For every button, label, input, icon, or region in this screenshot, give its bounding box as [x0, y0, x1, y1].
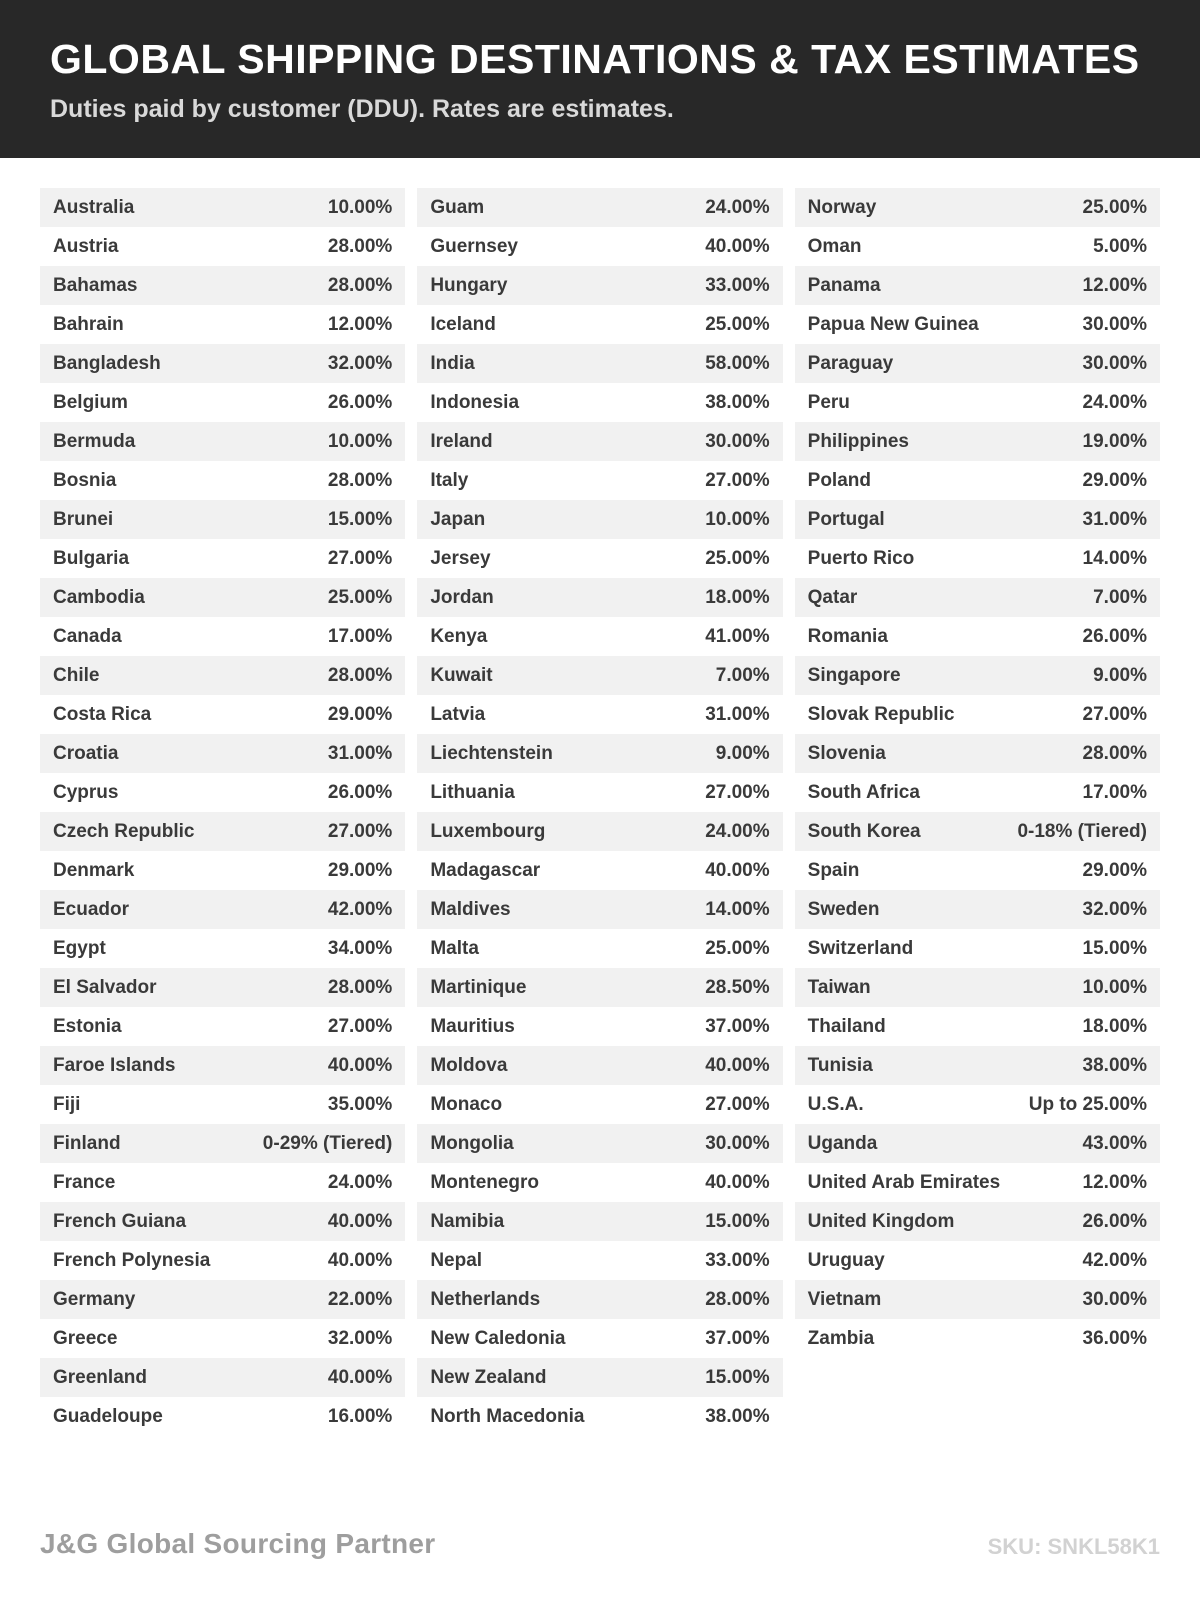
country-label: Faroe Islands — [53, 1054, 176, 1076]
table-row — [417, 461, 782, 500]
rate-value: 25.00% — [1082, 196, 1147, 218]
country-label: Ecuador — [53, 898, 130, 920]
country-label: Japan — [430, 508, 486, 530]
table-row — [417, 578, 782, 617]
table-row — [795, 461, 1160, 500]
country-label: Estonia — [53, 1015, 122, 1037]
table-row — [417, 656, 782, 695]
country-label: Croatia — [53, 742, 119, 764]
rate-value: 33.00% — [705, 274, 770, 296]
table-row — [795, 344, 1160, 383]
table-row — [417, 617, 782, 656]
country-label: New Caledonia — [430, 1327, 566, 1349]
country-label: Ireland — [430, 430, 493, 452]
rate-value: Up to 25.00% — [1028, 1093, 1147, 1115]
table-row — [795, 500, 1160, 539]
table-row — [795, 695, 1160, 734]
table-row — [795, 968, 1160, 1007]
table-row — [40, 1397, 405, 1436]
rate-value: 27.00% — [327, 820, 393, 842]
rate-value: 24.00% — [705, 820, 770, 842]
country-label: Denmark — [53, 859, 135, 881]
rate-column — [795, 188, 1160, 1358]
country-label: France — [53, 1171, 116, 1193]
rate-value: 40.00% — [705, 859, 770, 881]
rate-value: 28.50% — [705, 976, 770, 998]
table-row — [417, 1319, 782, 1358]
table-row — [417, 1085, 782, 1124]
rate-value: 30.00% — [705, 1132, 770, 1154]
country-label: Philippines — [807, 430, 910, 452]
table-row — [795, 1046, 1160, 1085]
rate-value: 36.00% — [1082, 1327, 1147, 1349]
rate-value: 14.00% — [705, 898, 770, 920]
table-row — [795, 539, 1160, 578]
table-row — [417, 929, 782, 968]
country-label: Moldova — [430, 1054, 508, 1076]
country-label: Kenya — [430, 625, 488, 647]
rate-value: 32.00% — [1082, 898, 1147, 920]
table-row — [40, 188, 405, 227]
footer — [0, 1528, 1200, 1600]
table-row — [40, 1319, 405, 1358]
rate-value: 31.00% — [327, 742, 393, 764]
rate-value: 22.00% — [327, 1288, 393, 1310]
table-row — [795, 1280, 1160, 1319]
rate-value: 28.00% — [327, 976, 393, 998]
table-row — [795, 929, 1160, 968]
table-row — [417, 1046, 782, 1085]
country-label: Bermuda — [53, 430, 136, 452]
country-label: Egypt — [53, 937, 106, 959]
country-label: Greenland — [53, 1366, 147, 1388]
table-row — [40, 227, 405, 266]
country-label: Malta — [430, 937, 479, 959]
table-row — [417, 773, 782, 812]
country-label: Guam — [430, 196, 485, 218]
country-label: El Salvador — [53, 976, 157, 998]
country-label: French Polynesia — [53, 1249, 211, 1271]
rate-value: 25.00% — [705, 937, 770, 959]
table-row — [40, 656, 405, 695]
rate-value: 37.00% — [705, 1015, 770, 1037]
rate-value: 40.00% — [705, 235, 770, 257]
table-row — [40, 1202, 405, 1241]
table-row — [417, 1163, 782, 1202]
rate-value: 15.00% — [705, 1366, 770, 1388]
rate-value: 42.00% — [1082, 1249, 1147, 1271]
rate-value: 38.00% — [705, 1405, 770, 1427]
table-row — [795, 1163, 1160, 1202]
table-row — [40, 344, 405, 383]
rate-value: 5.00% — [1093, 235, 1147, 257]
rate-value: 10.00% — [1082, 976, 1147, 998]
country-label: U.S.A. — [807, 1093, 864, 1115]
table-row — [40, 734, 405, 773]
rate-value: 30.00% — [1082, 1288, 1147, 1310]
rate-value: 25.00% — [327, 586, 393, 608]
table-row — [795, 1241, 1160, 1280]
rate-value: 40.00% — [327, 1054, 393, 1076]
rate-value: 7.00% — [1093, 586, 1147, 608]
table-row — [417, 188, 782, 227]
table-row — [40, 890, 405, 929]
table-row — [417, 890, 782, 929]
country-label: Oman — [807, 235, 862, 257]
rate-value: 30.00% — [1082, 352, 1147, 374]
table-row — [795, 1319, 1160, 1358]
rate-value: 40.00% — [327, 1210, 393, 1232]
table-row — [40, 968, 405, 1007]
rate-value: 10.00% — [327, 430, 393, 452]
rate-value: 37.00% — [705, 1327, 770, 1349]
table-row — [417, 266, 782, 305]
table-row — [417, 539, 782, 578]
country-label: Tunisia — [807, 1054, 873, 1076]
table-row — [795, 656, 1160, 695]
rate-value: 15.00% — [327, 508, 393, 530]
country-label: Maldives — [430, 898, 511, 920]
rate-value: 43.00% — [1082, 1132, 1147, 1154]
rate-value: 26.00% — [1082, 1210, 1147, 1232]
country-label: Paraguay — [807, 352, 894, 374]
rate-value: 58.00% — [705, 352, 770, 374]
rate-value: 9.00% — [1093, 664, 1147, 686]
rate-value: 38.00% — [705, 391, 770, 413]
country-label: Austria — [53, 235, 119, 257]
country-label: Bosnia — [53, 469, 117, 491]
country-label: Puerto Rico — [807, 547, 915, 569]
rate-value: 34.00% — [327, 937, 393, 959]
rate-value: 29.00% — [1082, 469, 1147, 491]
rate-value: 31.00% — [705, 703, 770, 725]
page-title: GLOBAL SHIPPING DESTINATIONS & TAX ESTIMATES — [50, 36, 1140, 82]
country-label: Greece — [53, 1327, 118, 1349]
rate-value: 31.00% — [1082, 508, 1147, 530]
country-label: Madagascar — [430, 859, 541, 881]
table-row — [40, 539, 405, 578]
rate-value: 28.00% — [327, 235, 393, 257]
rate-value: 15.00% — [705, 1210, 770, 1232]
table-row — [795, 1124, 1160, 1163]
table-row — [40, 812, 405, 851]
country-label: Cyprus — [53, 781, 119, 803]
rate-value: 32.00% — [327, 1327, 393, 1349]
country-label: Slovak Republic — [807, 703, 955, 725]
table-row — [795, 890, 1160, 929]
country-label: Jordan — [430, 586, 494, 608]
country-label: Latvia — [430, 703, 486, 725]
rate-value: 29.00% — [327, 859, 393, 881]
country-label: Slovenia — [807, 742, 886, 764]
table-row — [40, 695, 405, 734]
country-label: Thailand — [807, 1015, 886, 1037]
country-label: Poland — [807, 469, 871, 491]
table-row — [40, 929, 405, 968]
rate-value: 28.00% — [327, 469, 393, 491]
country-label: Guadeloupe — [53, 1405, 163, 1427]
table-row — [417, 1280, 782, 1319]
table-row — [795, 1007, 1160, 1046]
rate-value: 26.00% — [327, 391, 393, 413]
table-row — [417, 695, 782, 734]
rate-value: 19.00% — [1082, 430, 1147, 452]
country-label: North Macedonia — [430, 1405, 585, 1427]
brand-name: J&G Global Sourcing Partner — [40, 1528, 436, 1559]
rate-value: 14.00% — [1082, 547, 1147, 569]
country-label: Portugal — [807, 508, 885, 530]
country-label: Mongolia — [430, 1132, 514, 1154]
country-label: Brunei — [53, 508, 114, 530]
country-label: Namibia — [430, 1210, 505, 1232]
rate-value: 0-18% (Tiered) — [1017, 820, 1147, 842]
country-label: Spain — [807, 859, 860, 881]
rate-value: 27.00% — [327, 1015, 393, 1037]
table-row — [795, 383, 1160, 422]
rate-value: 9.00% — [715, 742, 770, 764]
country-label: United Kingdom — [807, 1210, 955, 1232]
table-row — [417, 227, 782, 266]
country-label: Mauritius — [430, 1015, 515, 1037]
rate-value: 38.00% — [1082, 1054, 1147, 1076]
rate-value: 40.00% — [705, 1171, 770, 1193]
rate-value: 26.00% — [327, 781, 393, 803]
country-label: Papua New Guinea — [807, 313, 979, 335]
country-label: Iceland — [430, 313, 496, 335]
country-label: Guernsey — [430, 235, 518, 257]
rate-value: 25.00% — [705, 547, 770, 569]
table-row — [417, 422, 782, 461]
country-label: Sweden — [807, 898, 880, 920]
rate-value: 33.00% — [705, 1249, 770, 1271]
rate-value: 30.00% — [1082, 313, 1147, 335]
rate-value: 29.00% — [327, 703, 393, 725]
rate-value: 40.00% — [705, 1054, 770, 1076]
table-row — [40, 422, 405, 461]
country-label: Romania — [807, 625, 888, 647]
table-row — [40, 461, 405, 500]
country-label: Bulgaria — [53, 547, 130, 569]
country-label: Monaco — [430, 1093, 503, 1115]
rate-value: 12.00% — [327, 313, 393, 335]
table-row — [417, 383, 782, 422]
rate-value: 40.00% — [327, 1249, 393, 1271]
country-label: Montenegro — [430, 1171, 540, 1193]
rate-value: 10.00% — [705, 508, 770, 530]
table-row — [417, 1241, 782, 1280]
country-label: Taiwan — [807, 976, 871, 998]
country-label: Netherlands — [430, 1288, 541, 1310]
country-label: Bangladesh — [53, 352, 161, 374]
country-label: Singapore — [807, 664, 901, 686]
page-subtitle: Duties paid by customer (DDU). Rates are estimates. — [50, 95, 674, 123]
rate-value: 27.00% — [705, 469, 770, 491]
country-label: Indonesia — [430, 391, 520, 413]
country-label: Chile — [53, 664, 100, 686]
country-label: Vietnam — [807, 1288, 882, 1310]
table-row — [40, 1007, 405, 1046]
rate-value: 17.00% — [327, 625, 393, 647]
table-row — [417, 500, 782, 539]
rate-value: 10.00% — [327, 196, 393, 218]
table-row — [795, 851, 1160, 890]
rate-value: 24.00% — [1082, 391, 1147, 413]
country-label: Canada — [53, 625, 122, 647]
rate-value: 32.00% — [327, 352, 393, 374]
rate-value: 17.00% — [1082, 781, 1147, 803]
table-row — [40, 1163, 405, 1202]
rate-value: 42.00% — [327, 898, 393, 920]
rate-value: 12.00% — [1082, 274, 1147, 296]
table-row — [795, 578, 1160, 617]
country-label: Jersey — [430, 547, 491, 569]
table-row — [40, 773, 405, 812]
rate-value: 28.00% — [705, 1288, 770, 1310]
country-label: Panama — [807, 274, 881, 296]
rate-value: 24.00% — [327, 1171, 393, 1193]
country-label: Switzerland — [807, 937, 914, 959]
table-row — [795, 773, 1160, 812]
rate-value: 40.00% — [327, 1366, 393, 1388]
table-row — [40, 1046, 405, 1085]
table-row — [40, 1241, 405, 1280]
country-label: India — [430, 352, 475, 374]
rate-value: 27.00% — [1082, 703, 1147, 725]
table-row — [795, 1085, 1160, 1124]
table-row — [40, 851, 405, 890]
rate-value: 27.00% — [705, 781, 770, 803]
rate-value: 26.00% — [1082, 625, 1147, 647]
header-banner — [0, 0, 1200, 158]
table-row — [40, 1124, 405, 1163]
table-row — [417, 344, 782, 383]
country-label: South Africa — [807, 781, 920, 803]
country-label: Germany — [53, 1288, 136, 1310]
table-row — [40, 1085, 405, 1124]
country-label: Martinique — [430, 976, 527, 998]
table-row — [40, 1280, 405, 1319]
country-label: Peru — [807, 391, 850, 413]
rate-value: 27.00% — [327, 547, 393, 569]
rate-value: 16.00% — [327, 1405, 393, 1427]
country-label: Kuwait — [430, 664, 493, 686]
rate-value: 18.00% — [1082, 1015, 1147, 1037]
rate-value: 25.00% — [705, 313, 770, 335]
country-label: Fiji — [53, 1093, 81, 1115]
table-row — [795, 305, 1160, 344]
table-row — [417, 968, 782, 1007]
country-label: Belgium — [53, 391, 128, 413]
table-row — [795, 617, 1160, 656]
rate-column — [417, 188, 782, 1436]
table-row — [417, 812, 782, 851]
country-label: Lithuania — [430, 781, 515, 803]
sku-label: SKU: SNKL58K1 — [987, 1534, 1160, 1559]
rate-value: 27.00% — [705, 1093, 770, 1115]
rate-column — [40, 188, 405, 1436]
rate-value: 12.00% — [1082, 1171, 1147, 1193]
table-row — [417, 1007, 782, 1046]
table-row — [417, 1358, 782, 1397]
rate-table — [0, 158, 1200, 1436]
table-row — [40, 1358, 405, 1397]
country-label: South Korea — [807, 820, 921, 842]
country-label: New Zealand — [430, 1366, 547, 1388]
country-label: Zambia — [807, 1327, 875, 1349]
country-label: Bahrain — [53, 313, 124, 335]
table-row — [40, 266, 405, 305]
country-label: Bahamas — [53, 274, 138, 296]
rate-value: 29.00% — [1082, 859, 1147, 881]
table-row — [417, 1397, 782, 1436]
rate-value: 28.00% — [327, 274, 393, 296]
rate-value: 0-29% (Tiered) — [262, 1132, 393, 1154]
country-label: Uganda — [807, 1132, 878, 1154]
country-label: Qatar — [807, 586, 858, 608]
country-label: Cambodia — [53, 586, 145, 608]
table-row — [795, 734, 1160, 773]
rate-value: 18.00% — [705, 586, 770, 608]
table-row — [795, 227, 1160, 266]
country-label: Uruguay — [807, 1249, 885, 1271]
rate-value: 7.00% — [715, 664, 770, 686]
country-label: Finland — [53, 1132, 121, 1154]
table-row — [417, 305, 782, 344]
table-row — [795, 812, 1160, 851]
country-label: Czech Republic — [53, 820, 195, 842]
rate-value: 28.00% — [327, 664, 393, 686]
rate-value: 24.00% — [705, 196, 770, 218]
country-label: Hungary — [430, 274, 508, 296]
country-label: Liechtenstein — [430, 742, 553, 764]
country-label: Norway — [807, 196, 877, 218]
table-row — [40, 383, 405, 422]
country-label: Italy — [430, 469, 469, 491]
table-row — [40, 305, 405, 344]
table-row — [40, 578, 405, 617]
country-label: United Arab Emirates — [807, 1171, 1001, 1193]
table-row — [795, 1202, 1160, 1241]
table-row — [417, 734, 782, 773]
table-row — [795, 266, 1160, 305]
table-row — [417, 1124, 782, 1163]
table-row — [417, 851, 782, 890]
country-label: French Guiana — [53, 1210, 187, 1232]
table-row — [40, 500, 405, 539]
rate-value: 41.00% — [705, 625, 770, 647]
table-row — [417, 1202, 782, 1241]
country-label: Nepal — [430, 1249, 483, 1271]
table-row — [40, 617, 405, 656]
rate-value: 15.00% — [1082, 937, 1147, 959]
country-label: Luxembourg — [430, 820, 546, 842]
rate-value: 35.00% — [327, 1093, 393, 1115]
country-label: Costa Rica — [53, 703, 152, 725]
rate-value: 28.00% — [1082, 742, 1147, 764]
table-row — [795, 188, 1160, 227]
rate-value: 30.00% — [705, 430, 770, 452]
table-row — [795, 422, 1160, 461]
country-label: Australia — [53, 196, 135, 218]
